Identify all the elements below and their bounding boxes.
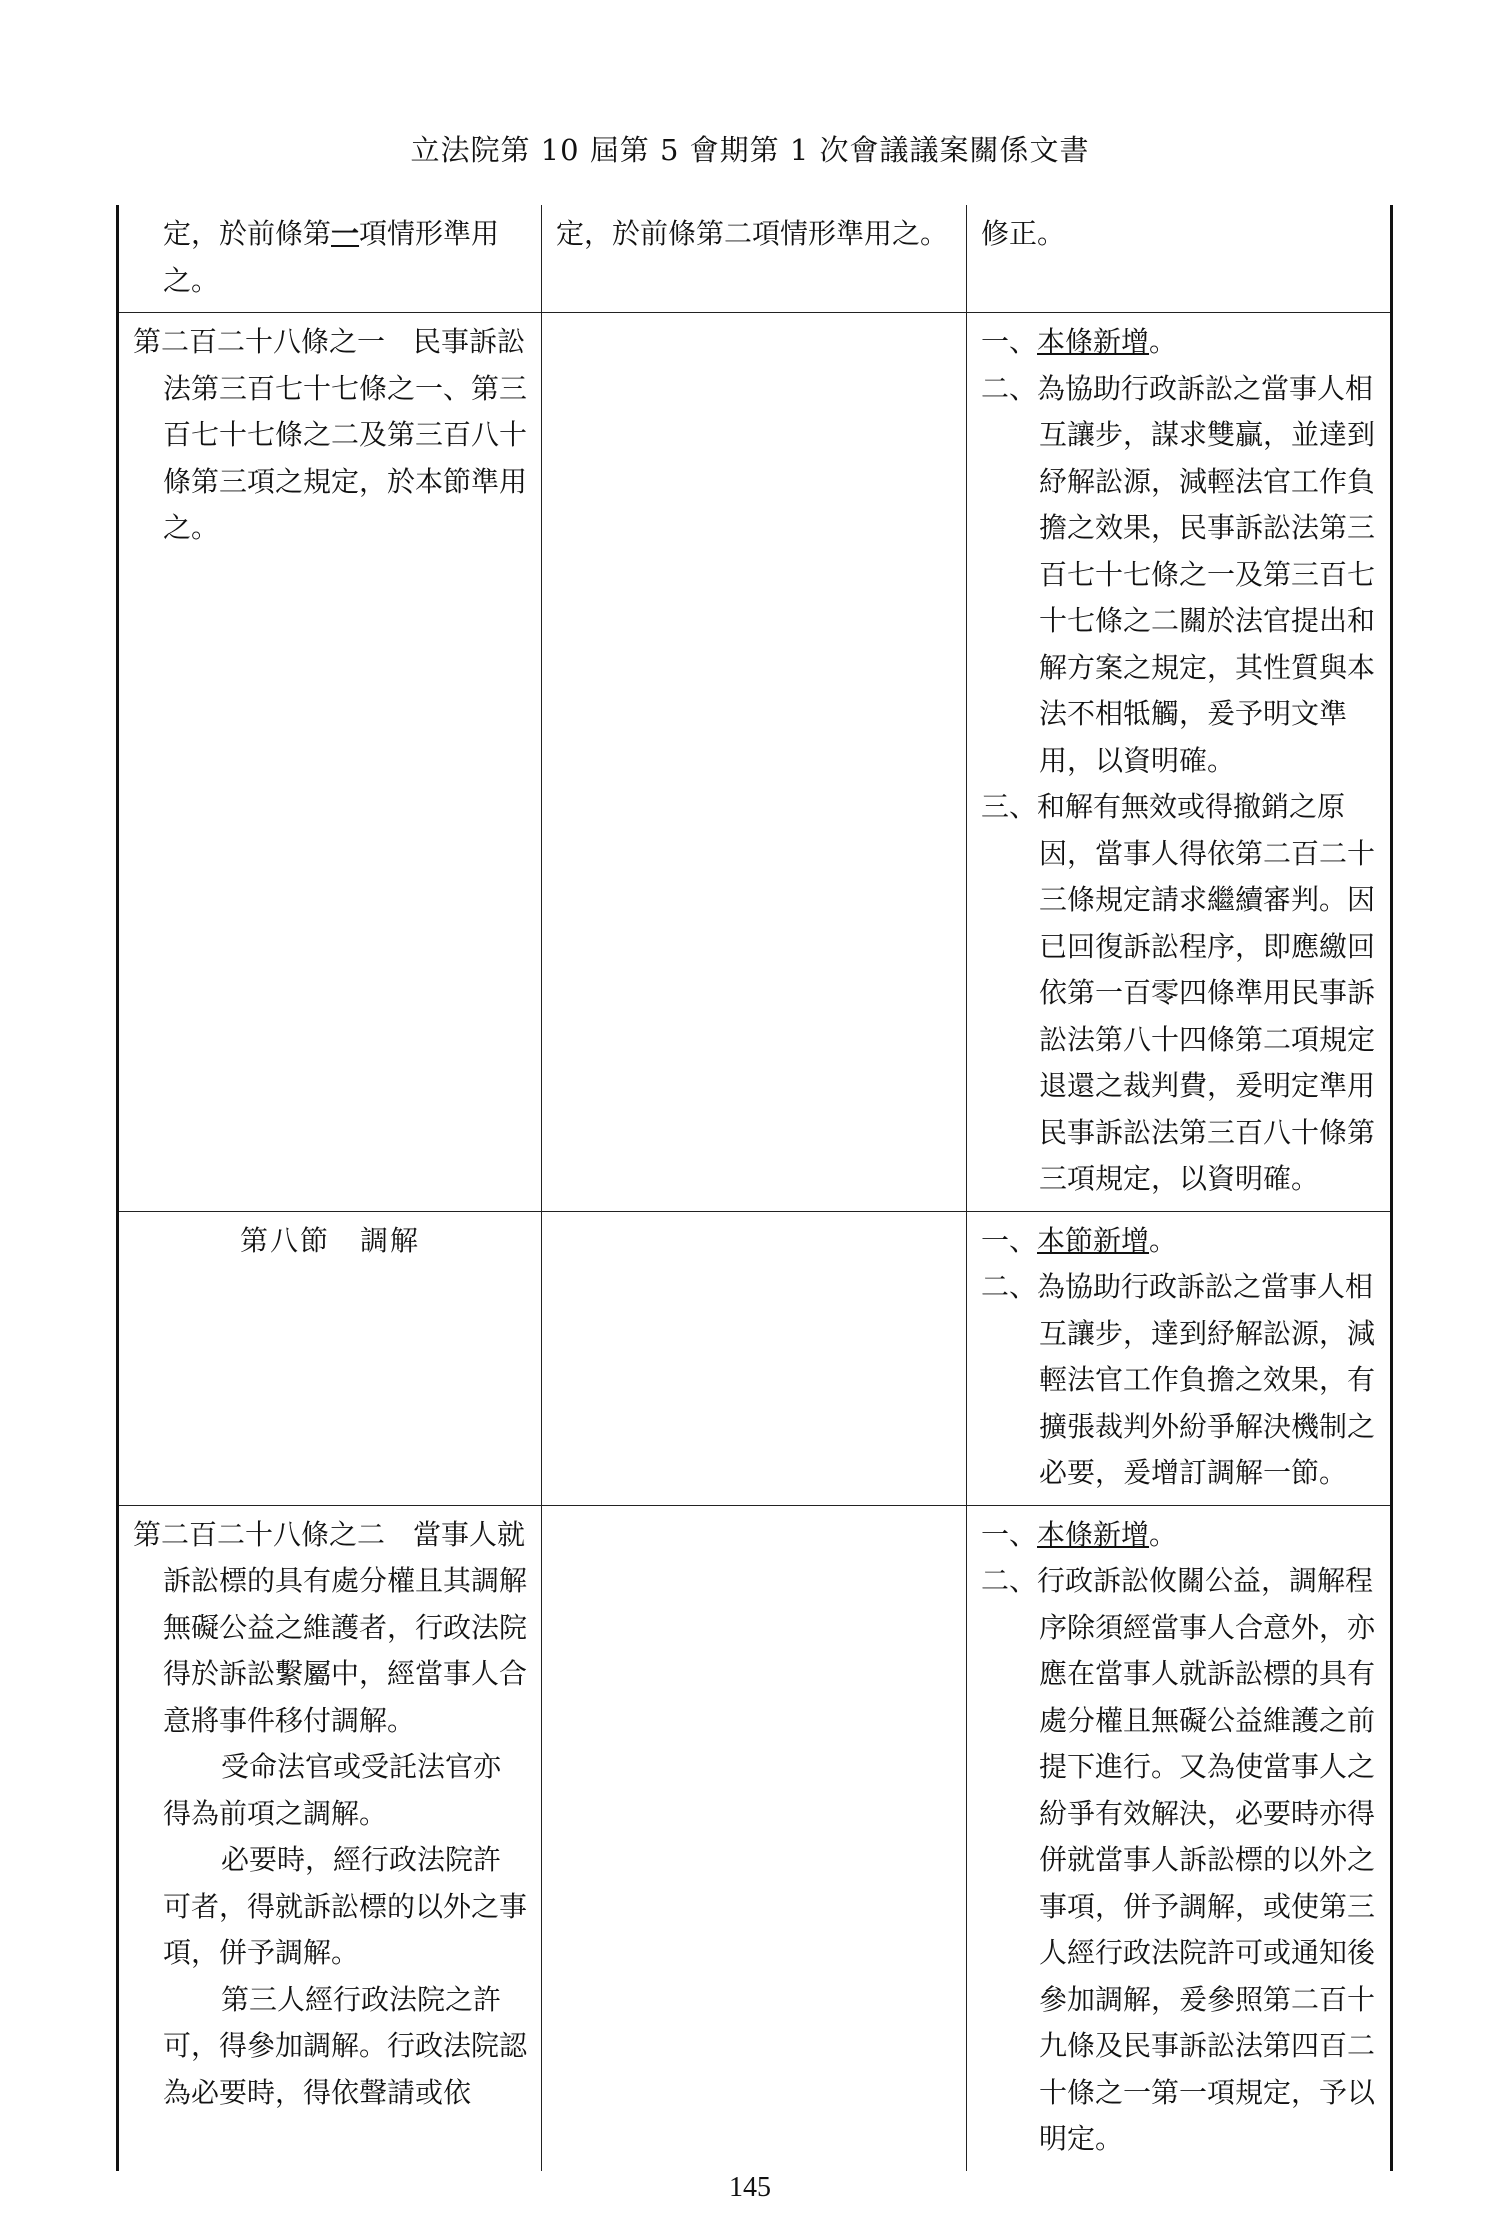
explanation-item: 三、和解有無效或得撤銷之原因，當事人得依第二百二十三條規定請求繼續審判。因已回復訴訟程序，即應繳回依第一百零四條準用民事訴訟法第八十四條第二項規定退還之裁判費，爰明定準用民事訴訟法第三百八十條第三項規定，以資明確。 — [981, 790, 1376, 1195]
article-paragraph: 第三人經行政法院之許可，得參加調解。行政法院認為必要時，得依聲請或依 — [163, 1982, 528, 2109]
bill-comparison-table — [116, 205, 1393, 2171]
table-row — [118, 205, 1392, 313]
explanation-item: 二、行政訴訟攸關公益，調解程序除須經當事人合意外，亦應在當事人就訴訟標的具有處分權且無礙公益維護之前提下進行。又為使當事人之紛爭有效解決，必要時亦得併就當事人訴訟標的以外之事項，併予調解，或使第三人經行政法院許可或通知後參加調解，爰參照第二百十九條及民事訴訟法第四百二十條之一第一項規定，予以明定。 — [981, 1564, 1376, 2155]
current-text-cell — [542, 1211, 967, 1505]
current-text: 定，於前條第二項情形準用之。 — [556, 217, 949, 250]
amended-text: 定，於前條第一項情形準用之。 — [163, 217, 500, 297]
page-number: 145 — [729, 2172, 771, 2203]
section-title: 第八節 調解 — [239, 1223, 420, 1257]
explanation-item: 二、為協助行政訴訟之當事人相互讓步，謀求雙贏，並達到紓解訟源，減輕法官工作負擔之效果，民事訴訟法第三百七十七條之一及第三百七十七條之二關於法官提出和解方案之規定，其性質與本法不相牴觸，爰予明文準用，以資明確。 — [981, 371, 1376, 777]
amended-text-cell — [118, 313, 542, 1212]
explanation-cell — [967, 1211, 1392, 1505]
explanation-text: 修正。 — [981, 217, 1066, 250]
explanation-cell — [967, 1505, 1392, 2171]
amended-mark: 一 — [331, 217, 360, 250]
article-text: 第二百二十八條之一 民事訴訟法第三百七十七條之一、第三百七十七條之二及第三百八十條第三項之規定，於本節準用之。 — [133, 325, 528, 544]
explanation-item: 一、本條新增。 — [981, 325, 1178, 358]
current-text-cell — [542, 313, 967, 1212]
table-row — [118, 1211, 1392, 1505]
current-text-cell — [542, 1505, 967, 2171]
amended-text-cell — [118, 1211, 542, 1505]
article-paragraph: 受命法官或受託法官亦得為前項之調解。 — [163, 1750, 502, 1830]
table-row — [118, 313, 1392, 1212]
amended-text-cell — [118, 205, 542, 313]
article-text: 第二百二十八條之二 當事人就訴訟標的具有處分權且其調解無礙公益之維護者，行政法院得於訴訟繫屬中，經當事人合意將事件移付調解。 — [133, 1517, 528, 1737]
explanation-item: 一、本節新增。 — [981, 1223, 1178, 1257]
amended-text-cell — [118, 1505, 542, 2171]
explanation-item: 二、為協助行政訴訟之當事人相互讓步，達到紓解訟源，減輕法官工作負擔之效果，有擴張裁判外紛爭解決機制之必要，爰增訂調解一節。 — [981, 1270, 1376, 1489]
explanation-item: 一、本條新增。 — [981, 1517, 1178, 1551]
table-row — [118, 1505, 1392, 2171]
current-text-cell — [542, 205, 967, 313]
explanation-cell — [967, 313, 1392, 1212]
explanation-cell — [967, 205, 1392, 313]
article-paragraph: 必要時，經行政法院許可者，得就訴訟標的以外之事項，併予調解。 — [163, 1843, 528, 1969]
document-header: 立法院第 10 屆第 5 會期第 1 次會議議案關係文書 — [410, 133, 1090, 167]
